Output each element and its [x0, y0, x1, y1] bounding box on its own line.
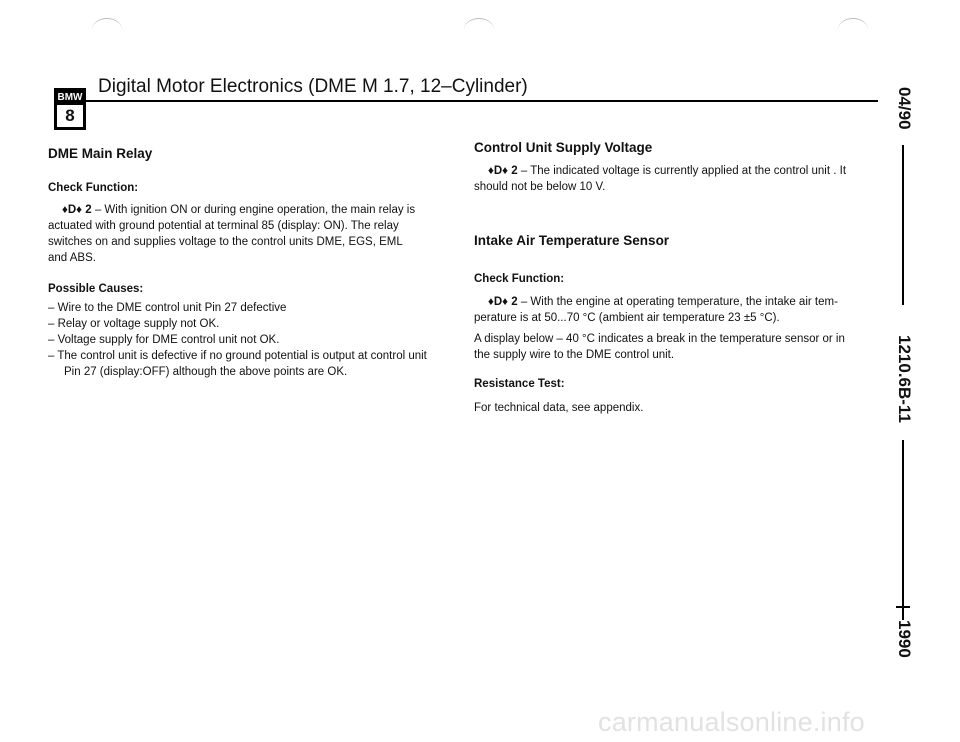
check-function-text — [48, 202, 424, 266]
watermark: carmanualsonline.info — [598, 707, 865, 737]
page-title: Digital Motor Electronics (DME M 1.7, 12–Cylinder) — [98, 76, 528, 97]
diagnosis-marker: ♦D♦ 2 — [488, 165, 518, 177]
check-function-label: Check Function: — [48, 182, 139, 194]
possible-causes-label: Possible Causes: — [48, 283, 144, 295]
resistance-test-text: For technical data, see appendix. — [474, 402, 644, 414]
punch-hole-right — [838, 18, 868, 41]
margin-year: 1990 — [895, 620, 914, 658]
list-item: – The control unit is defective if no ground potential is output at control unit — [48, 350, 427, 362]
list-item: – Relay or voltage supply not OK. — [48, 318, 220, 330]
logo-series: 8 — [65, 106, 75, 125]
margin-tick — [896, 606, 910, 608]
margin-rule-2 — [902, 440, 904, 620]
check-function-body: – With ignition ON or during engine operation, the main relay is actuated with ground potential at terminal 85 (display: ON). The relay switches on and supplies voltage to the control units DME, EGS, EML and ABS. — [48, 204, 416, 264]
supply-voltage-body: – The indicated voltage is currently applied at the control unit . It should not be below 10 V. — [474, 165, 847, 193]
diagnosis-marker: ♦D♦ 2 — [488, 296, 518, 308]
punch-hole-center — [464, 18, 494, 41]
intake-check-body: – With the engine at operating temperature, the intake air tem-perature is at 50...70 °C (ambient air temperature 23 ±5 °C). — [474, 296, 838, 324]
intake-check-text — [474, 294, 846, 326]
section-heading-intake-air: Intake Air Temperature Sensor — [474, 233, 670, 248]
diagnosis-marker: ♦D♦ 2 — [62, 204, 92, 216]
list-item: – Voltage supply for DME control unit not OK. — [48, 334, 280, 346]
margin-rule-1 — [902, 145, 904, 305]
margin-page-code: 1210.6B-11 — [895, 335, 914, 423]
logo-brand: BMW — [57, 92, 83, 103]
possible-causes-list — [48, 300, 438, 380]
section-heading-main-relay: DME Main Relay — [48, 146, 153, 161]
punch-hole-left — [92, 18, 122, 41]
margin-date: 04/90 — [895, 87, 914, 130]
intake-check-label: Check Function: — [474, 273, 565, 285]
supply-voltage-text — [474, 163, 850, 195]
list-item: – Wire to the DME control unit Pin 27 defective — [48, 302, 287, 314]
resistance-test-label: Resistance Test: — [474, 378, 565, 390]
bmw-logo — [54, 88, 86, 130]
intake-display-text: A display below – 40 °C indicates a break in the temperature sensor or in the supply wire to the DME control unit. — [474, 333, 845, 361]
header-rule — [86, 100, 878, 102]
list-item: Pin 27 (display:OFF) although the above points are OK. — [64, 366, 348, 378]
section-heading-supply-voltage: Control Unit Supply Voltage — [474, 140, 653, 155]
